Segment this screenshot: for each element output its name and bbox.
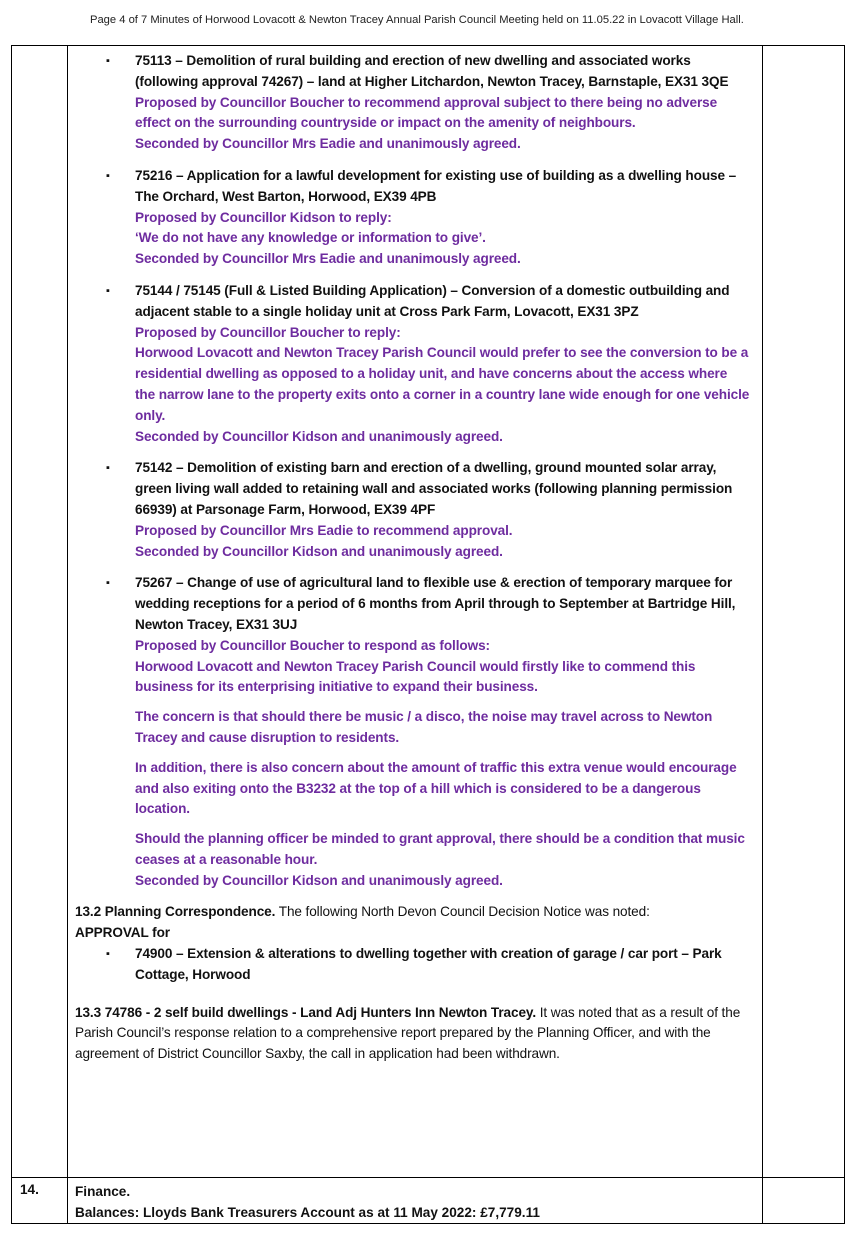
application-heading: 75113 – Demolition of rural building and erection of new dwelling and associated works (following approval 74267) – land at Higher Litchardon, Newton Tracey, Barnstaple, EX31 3QE [135, 53, 729, 89]
column-divider-right [762, 46, 763, 1223]
seconded-text: Seconded by Councillor Kidson and unanimously agreed. [135, 872, 503, 888]
bullet-icon: ▪ [106, 577, 110, 590]
list-item [75, 944, 750, 986]
list-item [75, 166, 750, 270]
proposal-text: Proposed by Councillor Boucher to recommend approval subject to there being no adverse effect on the surrounding countryside or impact on the amenity of neighbours. [135, 94, 718, 131]
bullet-icon: ▪ [106, 284, 110, 297]
bullet-icon: ▪ [106, 462, 110, 475]
proposal-text: Proposed by Councillor Boucher to respond as follows: [135, 637, 490, 653]
bullet-icon: ▪ [106, 948, 110, 961]
section-title: 13.3 74786 - 2 self build dwellings - Land Adj Hunters Inn Newton Tracey. [75, 1004, 537, 1020]
response-text: In addition, there is also concern about the amount of traffic this extra venue would encourage and also exiting onto the B3232 at the top of a hill which is considered to be a dangerous location. [135, 759, 737, 817]
proposal-text: Proposed by Councillor Mrs Eadie to recommend approval. [135, 522, 513, 538]
row-divider [12, 1177, 844, 1178]
list-item [75, 281, 750, 447]
planning-content [75, 51, 750, 1065]
reply-text: ‘We do not have any knowledge or information to give’. [135, 230, 486, 246]
list-item [75, 573, 750, 891]
bullet-icon: ▪ [106, 169, 110, 182]
page-header: Page 4 of 7 Minutes of Horwood Lovacott & Newton Tracey Annual Parish Council Meeting held on 11.05.22 in Lovacott Village Hall. [90, 14, 744, 26]
planning-correspondence [75, 902, 750, 985]
item-number: 14. [20, 1182, 39, 1197]
seconded-text: Seconded by Councillor Kidson and unanimously agreed. [135, 428, 503, 444]
application-heading: 75142 – Demolition of existing barn and erection of a dwelling, ground mounted solar array, green living wall added to retaining wall and associated works (following planning permission 66939) at Parsonage Farm, Horwood, EX39 4PF [135, 460, 733, 517]
seconded-text: Seconded by Councillor Kidson and unanimously agreed. [135, 543, 503, 559]
proposal-text: Proposed by Councillor Boucher to reply: [135, 324, 401, 340]
seconded-text: Seconded by Councillor Mrs Eadie and unanimously agreed. [135, 251, 521, 267]
application-heading: 74900 – Extension & alterations to dwelling together with creation of garage / car port – Park Cottage, Horwood [135, 946, 722, 982]
application-heading: 75267 – Change of use of agricultural land to flexible use & erection of temporary marquee for wedding receptions for a period of 6 months from April through to September at Bartridge Hill, Newton Tracey, EX31 3UJ [135, 575, 736, 632]
section-text: It was noted that as a result of the Parish Council’s response relation to a comprehensive report prepared by the Planning Officer, and with the agreement of District Councillor Saxby, the call in application had been withdrawn. [75, 1004, 741, 1062]
list-item [75, 458, 750, 562]
application-heading: 75144 / 75145 (Full & Listed Building Application) – Conversion of a domestic outbuilding and adjacent stable to a single holiday unit at Cross Park Farm, Lovacott, EX31 3PZ [135, 282, 730, 319]
response-text: The concern is that should there be music / a disco, the noise may travel across to Newton Tracey and cause disruption to residents. [135, 709, 713, 745]
seconded-text: Seconded by Councillor Mrs Eadie and unanimously agreed. [135, 136, 521, 152]
finance-title: Finance. [75, 1184, 131, 1199]
approval-label: APPROVAL for [75, 925, 170, 941]
finance-balances: Balances: Lloyds Bank Treasurers Account as at 11 May 2022: £7,779.11 [75, 1204, 540, 1220]
hunters-inn-section [75, 1003, 750, 1065]
response-text: Should the planning officer be minded to grant approval, there should be a condition that music ceases at a reasonable hour. [135, 831, 745, 867]
application-heading: 75216 – Application for a lawful development for existing use of building as a dwelling house – The Orchard, West Barton, Horwood, EX39 4PB [135, 167, 737, 204]
response-text: Horwood Lovacott and Newton Tracey Parish Council would firstly like to commend this business for its enterprising initiative to expand their business. [135, 658, 696, 695]
proposal-text: Proposed by Councillor Kidson to reply: [135, 209, 392, 225]
section-title: 13.2 Planning Correspondence. [75, 904, 276, 920]
finance-section [75, 1182, 745, 1224]
section-text: The following North Devon Council Decision Notice was noted: [275, 904, 650, 920]
bullet-icon: ▪ [106, 55, 110, 67]
column-divider-left [67, 46, 68, 1223]
list-item [75, 51, 750, 155]
reply-text: Horwood Lovacott and Newton Tracey Parish Council would prefer to see the conversion to be a residential dwelling as opposed to a holiday unit, and have concerns about the access where the narrow lane to the property exits onto a corner in a country lane wide enough for one vehicle only. [135, 345, 750, 423]
